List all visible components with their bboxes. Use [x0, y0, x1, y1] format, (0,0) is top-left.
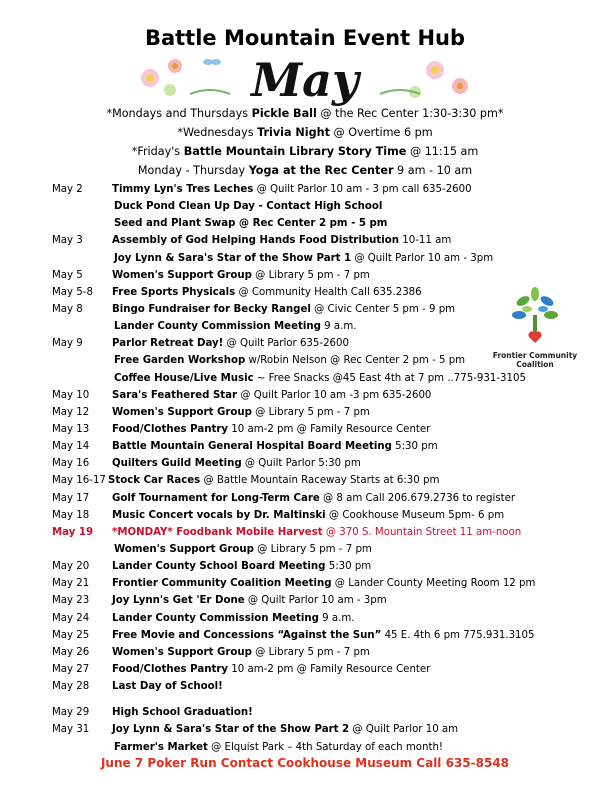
event-text	[112, 707, 253, 718]
event-text	[112, 390, 431, 401]
event-title: *MONDAY* Foodbank Mobile Harvest	[112, 526, 323, 538]
event-title: Last Day of School!	[112, 681, 223, 693]
event-row	[52, 184, 592, 201]
event-details: @ Library 5 pm - 7 pm	[251, 646, 370, 658]
event-details: @ Elquist Park – 4th Saturday of each month!	[207, 741, 444, 753]
event-title: Quilters Guild Meeting	[112, 458, 242, 470]
event-title: Women's Support Group	[112, 646, 252, 658]
event-row	[52, 390, 592, 407]
event-text	[112, 664, 430, 675]
event-title: Lander County School Board Meeting	[112, 561, 326, 573]
event-text	[112, 304, 455, 315]
event-date: May 29	[52, 707, 90, 719]
event-details: @ Lander County Meeting Room 12 pm	[331, 578, 536, 590]
frontier-logo	[480, 285, 590, 369]
event-text	[114, 218, 387, 229]
recurring-line: *Mondays and Thursdays Pickle Ball @ the Rec Center 1:30-3:30 pm*	[106, 107, 504, 120]
event-title: Music Concert vocals by Dr. Maltinski	[112, 509, 326, 521]
event-title: Women's Support Group	[114, 543, 254, 555]
event-details: @ Civic Center 5 pm - 9 pm	[310, 303, 456, 315]
event-title: Golf Tournament for Long-Term Care	[112, 492, 320, 504]
event-details: 5:30 pm	[325, 561, 372, 573]
event-row	[52, 578, 592, 595]
event-text	[112, 561, 371, 572]
event-date: May 18	[52, 509, 90, 521]
footer-announcement: June 7 Poker Run Contact Cookhouse Museum Call 635-8548	[100, 756, 510, 770]
event-row	[52, 458, 592, 475]
event-title: Timmy Lyn's Tres Leches	[112, 184, 254, 195]
banner-word: May	[251, 53, 359, 106]
event-text	[112, 338, 349, 349]
event-details: @ Quilt Parlor 10 am -3 pm 635-2600	[237, 389, 432, 401]
page-title: Battle Mountain Event Hub	[144, 26, 466, 50]
event-row	[52, 630, 592, 647]
event-date: May 9	[52, 338, 83, 350]
event-title: Coffee House/Live Music	[114, 372, 254, 384]
event-details: @ Quilt Parlor 10 am	[349, 724, 459, 736]
event-title: Joy Lynn & Sara's Star of the Show Part 1	[114, 252, 352, 264]
event-details: 10 am-2 pm @ Family Resource Center	[228, 423, 431, 435]
event-row	[52, 544, 592, 561]
event-row	[52, 373, 592, 390]
event-text	[112, 724, 458, 735]
event-title: Joy Lynn's Get 'Er Done	[112, 595, 245, 607]
event-date: May 20	[52, 561, 90, 573]
event-row	[52, 681, 592, 698]
butterfly-icon	[203, 59, 221, 65]
event-title: Bingo Fundraiser for Becky Rangel	[112, 303, 311, 315]
event-row	[52, 201, 592, 218]
event-details: @ Quilt Parlor 635-2600	[223, 338, 349, 350]
event-row	[52, 664, 592, 681]
event-text	[112, 681, 223, 692]
event-date: May 21	[52, 578, 90, 590]
event-text	[112, 527, 521, 538]
event-title: Joy Lynn & Sara's Star of the Show Part 2	[112, 724, 350, 736]
recurring-line: Monday - Thursday Yoga at the Rec Center 9 am - 10 am	[137, 164, 473, 177]
event-title: Duck Pond Clean Up Day - Contact High School	[114, 201, 383, 213]
event-row	[52, 407, 592, 424]
event-row	[52, 647, 592, 664]
event-text	[112, 595, 387, 606]
event-row	[52, 424, 592, 441]
may-banner	[130, 50, 480, 106]
event-text	[112, 270, 370, 281]
event-details: 9 a.m.	[320, 321, 357, 333]
event-date: May 31	[52, 724, 90, 736]
event-details: @ Battle Mountain Raceway Starts at 6:30 pm	[200, 475, 440, 487]
event-title: Food/Clothes Pantry	[112, 423, 229, 435]
event-details: @ Quilt Parlor 10 am - 3 pm call 635-2600	[253, 184, 472, 195]
event-title: Free Garden Workshop	[114, 355, 246, 367]
event-row	[52, 218, 592, 235]
event-date: May 25	[52, 629, 90, 641]
event-text	[114, 373, 526, 384]
event-text	[114, 253, 493, 264]
event-text	[112, 510, 504, 521]
event-details: @ Community Health Call 635.2386	[235, 286, 422, 298]
event-text	[108, 475, 439, 486]
event-date: May 13	[52, 423, 90, 435]
event-title: Parlor Retreat Day!	[112, 338, 224, 350]
event-title: Free Movie and Concessions “Against the Sun”	[112, 629, 382, 641]
event-date: May 26	[52, 646, 90, 658]
event-details: @ 370 S. Mountain Street 11 am-noon	[322, 526, 522, 538]
event-details: 10-11 am	[399, 235, 452, 247]
event-date: May 17	[52, 492, 90, 504]
event-title: Free Sports Physicals	[112, 286, 236, 298]
event-title: Lander County Commission Meeting	[112, 612, 319, 624]
event-details: @ Quilt Parlor 10 am - 3pm	[351, 252, 494, 264]
event-date: May 8	[52, 303, 83, 315]
recurring-line: *Wednesdays Trivia Night @ Overtime 6 pm	[177, 126, 433, 139]
event-text	[114, 742, 443, 753]
event-row	[52, 441, 592, 458]
event-row	[52, 724, 592, 741]
event-details: w/Robin Nelson @ Rec Center 2 pm - 5 pm	[245, 355, 466, 367]
event-date: May 2	[52, 184, 83, 195]
event-details: @ Library 5 pm - 7 pm	[253, 543, 372, 555]
event-date: May 24	[52, 612, 90, 624]
event-date: May 16-17	[52, 475, 106, 487]
event-details: @ 8 am Call 206.679.2736 to register	[319, 492, 516, 504]
event-row	[52, 595, 592, 612]
event-title: Frontier Community Coalition Meeting	[112, 578, 332, 590]
event-row	[52, 613, 592, 630]
event-details: @ Quilt Parlor 10 am - 3pm	[244, 595, 387, 607]
event-details: 9 a.m.	[318, 612, 355, 624]
event-text	[112, 493, 515, 504]
event-date: May 27	[52, 663, 90, 675]
event-details: @ Library 5 pm - 7 pm	[251, 406, 370, 418]
event-row	[52, 527, 592, 544]
event-text	[112, 424, 430, 435]
event-title: Lander County Commission Meeting	[114, 321, 321, 333]
event-title: High School Graduation!	[112, 707, 253, 719]
event-list	[52, 184, 592, 759]
event-title: Seed and Plant Swap @ Rec Center 2 pm - 5 pm	[114, 218, 388, 230]
event-date: May 19	[52, 526, 94, 538]
event-title: Farmer's Market	[114, 741, 208, 753]
event-details: @ Cookhouse Museum 5pm- 6 pm	[325, 509, 505, 521]
event-date: May 16	[52, 458, 90, 470]
event-title: Battle Mountain General Hospital Board Meeting	[112, 441, 392, 453]
event-date: May 23	[52, 595, 90, 607]
event-title: Stock Car Races	[108, 475, 201, 487]
event-title: Women's Support Group	[112, 406, 252, 418]
event-date: May 5	[52, 269, 83, 281]
event-row	[52, 561, 592, 578]
event-text	[112, 458, 361, 469]
event-date: May 3	[52, 235, 83, 247]
event-details: 10 am-2 pm @ Family Resource Center	[228, 663, 431, 675]
heart-icon	[528, 331, 541, 343]
event-text	[114, 355, 465, 366]
tree-logo-icon	[505, 285, 565, 345]
event-title: Assembly of God Helping Hands Food Distribution	[112, 235, 399, 247]
event-title: Women's Support Group	[112, 269, 252, 281]
event-row	[52, 510, 592, 527]
event-title: Sara's Feathered Star	[112, 389, 238, 401]
event-text	[112, 235, 451, 246]
event-row	[52, 253, 592, 270]
event-text	[112, 407, 370, 418]
event-date: May 5-8	[52, 286, 93, 298]
event-text	[112, 287, 422, 298]
event-text	[112, 441, 438, 452]
recurring-events	[0, 104, 610, 180]
event-text	[112, 184, 472, 195]
event-date: May 14	[52, 441, 90, 453]
event-details: 5:30 pm	[391, 441, 438, 453]
event-text	[112, 647, 370, 658]
event-text	[114, 544, 372, 555]
logo-label: Frontier Community Coalition	[492, 351, 578, 369]
event-details: ~ Free Snacks @45 East 4th at 7 pm ..775-931-3105	[253, 372, 526, 384]
event-row	[52, 493, 592, 510]
event-row	[52, 475, 592, 492]
event-title: Food/Clothes Pantry	[112, 663, 229, 675]
recurring-line: *Friday's Battle Mountain Library Story Time @ 11:15 am	[131, 145, 479, 158]
event-text	[112, 578, 535, 589]
event-details: 45 E. 4th 6 pm 775.931.3105	[381, 629, 535, 641]
event-text	[112, 630, 535, 641]
event-row	[52, 707, 592, 724]
event-details: @ Library 5 pm - 7 pm	[251, 269, 370, 281]
event-date: May 10	[52, 389, 90, 401]
event-text	[114, 321, 357, 332]
event-text	[112, 613, 355, 624]
event-details: @ Quilt Parlor 5:30 pm	[241, 458, 361, 470]
event-date: May 12	[52, 406, 90, 418]
spacer	[52, 698, 592, 707]
event-row	[52, 235, 592, 252]
event-text	[114, 201, 382, 212]
event-date: May 28	[52, 681, 90, 693]
